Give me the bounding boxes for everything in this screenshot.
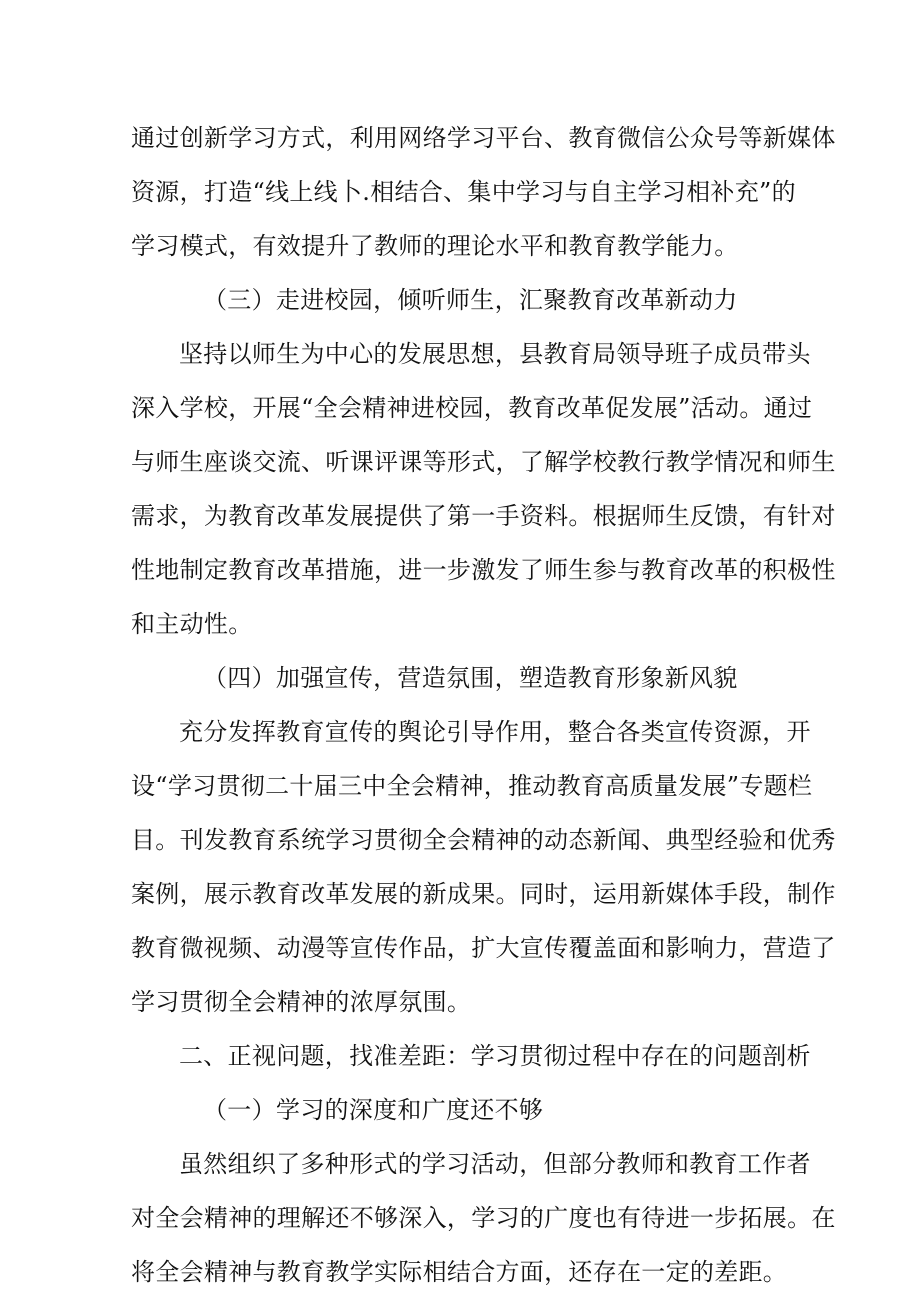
section-heading-1: （一）学习的深度和广度还不够 (203, 1096, 544, 1124)
body-text-line: 资源，打造“线上线卜.相结合、集中学习与自主学习相补充”的 (131, 178, 796, 206)
body-text-line: 需求，为教育改革发展提供了第一手资料。根据师生反馈，有针对 (131, 502, 836, 530)
body-text-line: 通过创新学习方式，利用网络学习平台、教育微信公众号等新媒体 (131, 124, 836, 152)
body-text-line: 学习模式，有效提升了教师的理论水平和教育教学能力。 (131, 232, 739, 260)
body-text-line: 对全会精神的理解还不够深入，学习的广度也有待进一步拓展。在 (131, 1204, 836, 1232)
body-text-line: 教育微视频、动漫等宣传作品，扩大宣传覆盖面和影响力，营造了 (131, 934, 836, 962)
body-text-line: 虽然组织了多种形式的学习活动，但部分教师和教育工作者 (179, 1150, 811, 1178)
body-text-line: 坚持以师生为中心的发展思想，县教育局领导班子成员带头 (179, 340, 811, 368)
body-text-line: 学习贯彻全会精神的浓厚氛围。 (131, 988, 472, 1016)
document-page (131, 111, 836, 1299)
chapter-heading-2: 二、正视问题，找准差距：学习贯彻过程中存在的问题剖析 (179, 1042, 811, 1070)
section-heading-4: （四）加强宣传，营造氛围，塑造教育形象新风貌 (203, 664, 738, 692)
body-text-line: 目。刊发教育系统学习贯彻全会精神的动态新闻、典型经验和优秀 (131, 826, 836, 854)
body-text-line: 与师生座谈交流、听课评课等形式，了解学校教行教学情况和师生 (131, 448, 836, 476)
body-text-line: 案例，展示教育改革发展的新成果。同时，运用新媒体手段，制作 (131, 880, 836, 908)
body-text-line: 和主动性。 (131, 610, 253, 638)
body-text-line: 设“学习贯彻二十届三中全会精神，推动教育高质量发展”专题栏 (131, 772, 813, 800)
body-text-line: 深入学校，开展“全会精神进校园，教育改革促发展”活动。通过 (131, 394, 813, 422)
body-text-line: 充分发挥教育宣传的舆论引导作用，整合各类宣传资源，开 (179, 718, 811, 746)
body-text-line: 将全会精神与教育教学实际相结合方面，还存在一定的差距。 (131, 1258, 788, 1286)
body-text-line: 性地制定教育改革措施，进一步激发了师生参与教育改革的积极性 (131, 556, 836, 584)
section-heading-3: （三）走进校园，倾听师生，汇聚教育改革新动力 (203, 286, 738, 314)
